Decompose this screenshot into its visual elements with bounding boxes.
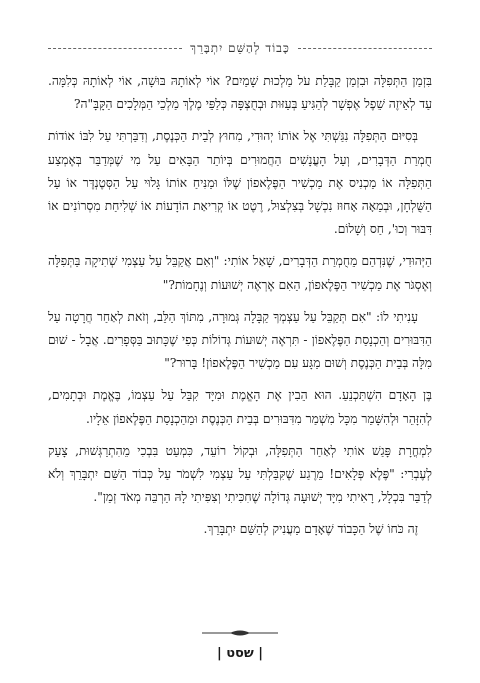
header-rule-right	[298, 48, 432, 49]
page-number: | שסט |	[216, 646, 264, 661]
header-rule-left	[48, 48, 182, 49]
paragraph: בִּזְמַן הַתְּפִלָּה וּבִזְמַן קַבָּלַת עֹל מַלְכוּת שָׁמַיִם? אוֹי לְאוֹתָהּ בּוּשָׁה, אוֹי לְאוֹתָהּ כְּלִמָּה. עַד לְאֵיזֶה שֵׁפֶל אֶפְשָׁר לְהַגִּיעַ בְּעַזּוּת וּבְחֻצְפָּה כְּלַפֵּי מֶלֶךְ מַלְכֵי הַמְּלָכִים הַקָּבָּ"ה?	[48, 74, 432, 112]
ornament-divider	[200, 628, 280, 638]
closing-line: זֶה כֹּחוֹ שֶׁל הַכָּבוֹד שֶׁאָדָם מַעֲנִיק לְהַשֵּׁם יִתְבָּרֵךְ.	[203, 522, 418, 537]
running-title: כָּבוֹד לְהַשֵּׁם יִתְבָּרֵךְ	[190, 40, 290, 55]
paragraph: בֶּן הָאָדָם הִשְׁתַּכְנֵעַ. הוּא הֵבִין אֶת הָאֱמֶת וּמִיָּד קִבֵּל עַל עַצְמוֹ, בֶּאֱמֶת וּבְתָמִים, לְהִזָּהֵר וּלְהִשָּׁמֵר מִכָּל מִשְׁמַר מִדִּבּוּרִים בְּבֵית הַכְּנֶסֶת וּמֵהַכְנָסַת הַפֶּלֶאפוֹן אֵלָיו.	[48, 388, 432, 426]
paragraph: בְּסִיּוּם הַתְּפִלָּה נִגַּשְׁתִּי אֶל אוֹתוֹ יְהוּדִי, מִחוּץ לְבֵית הַכְּנֶסֶת, וְדִבַּרְתִּי עַל לִבּוֹ אוֹדוֹת חֻמְרַת הַדְּבָרִים, וְעַל הָעֳנָשִׁים הַחֲמוּרִים בְּיוֹתֵר הַבָּאִים עַל מִי שֶׁמְּדַבֵּר בְּאֶמְצַע הַתְּפִלָּה אוֹ מַכְנִיס אֶת מַכְשִׁיר הַפֶּלֶאפוֹן שֶׁלּוֹ וּמַנִּיחַ אוֹתוֹ גָּלוּי עַל הַסְּטֶנְדֶּר אוֹ עַל הַשֻּׁלְחָן, וּבְמֵאָה אָחוּז נִכְשָׁל בְּצִלְצוּל, רֶטֶט אוֹ קְרִיאַת הוֹדָעוֹת אוֹ שְׁלִיחַת מִסְרוֹנִים אוֹ דִּבּוּר וְכוּ', חַס וְשָׁלוֹם.	[48, 129, 432, 237]
paragraph: עָנִיתִי לוֹ: "אִם תְּקַבֵּל עַל עַצְמְךָ קַבָּלָה גְּמוּרָה, מִתּוֹךְ הַלֵּב, וְזֹאת לְאַחַר חֲרָטָה עַל הַדִּבּוּרִים וְהַכְנָסַת הַפֶּלֶאפוֹן - תִּרְאֶה יְשׁוּעוֹת גְּדוֹלוֹת כְּפִי שֶׁכָּתוּב בַּסְּפָרִים. אֲבָל - שׁוּם מִלָּה בְּבֵית הַכְּנֶסֶת וְשׁוּם מַגָּע עִם מַכְשִׁיר הַפֶּלֶאפוֹן! בָּרוּר?"	[48, 309, 432, 371]
running-header	[48, 40, 432, 56]
paragraph: הַיְּהוּדִי, שֶׁנִּדְהַם מֵחֻמְרַת הַדְּבָרִים, שָׁאַל אוֹתִי: "וְאִם אֲקַבֵּל עַל עַצְמִי שְׁתִיקָה בַּתְּפִלָּה וְאֶסְגֹּר אֶת מַכְשִׁיר הַפֶּלֶאפוֹן, הַאִם אֶרְאֶה יְשׁוּעוֹת וְנֶחָמוֹת?"	[48, 254, 432, 292]
body-text	[48, 70, 432, 551]
paragraph: לִמְחֳרָת פָּגַשׁ אוֹתִי לְאַחַר הַתְּפִלָּה, וּבְקוֹל רוֹעֵד, כִּמְעַט בִּבְכִי מֵהִתְרַגְּשׁוּת, צָעַק לְעֶבְרִי: "פֶּלֶא פְּלָאִים! מֵרֶגַע שֶׁקִּבַּלְתִּי עַל עַצְמִי לִשְׁמֹר עַל כְּבוֹד הַשֵּׁם יִתְבָּרֵךְ וְלֹא לְדַבֵּר בִּכְלָל, רָאִיתִי מִיָּד יְשׁוּעָה גְּדוֹלָה שֶׁחִכִּיתִי וְצִפִּיתִי לָהּ הַרְבֵּה מְאֹד זְמַן".	[48, 443, 432, 505]
